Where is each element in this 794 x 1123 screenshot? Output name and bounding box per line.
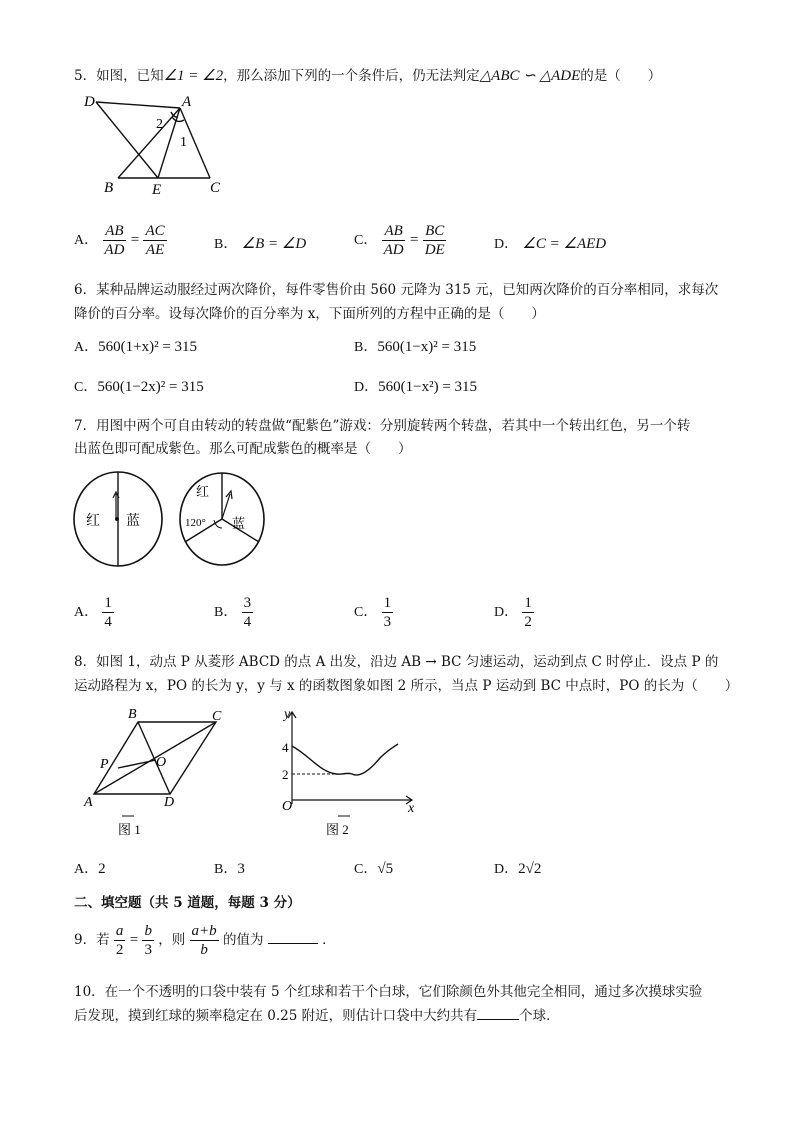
q7-stem-line2: 出蓝色即可配成紫色。那么可配成紫色的概率是（ ） [74, 441, 412, 457]
q7-option-b-label: B． [214, 605, 238, 620]
q7-spinner-1 [70, 468, 170, 572]
q7-spinner-1-center [115, 517, 119, 521]
q5-option-d[interactable] [494, 233, 606, 253]
q5-stem-b: ，那么添加下列的一个条件后，仍无法判定 [223, 68, 480, 84]
q5-option-d-text: ∠C = ∠AED [522, 236, 607, 252]
q8-fig2-caption: 图 2 [326, 822, 349, 837]
q8-stem-line1: 8．如图 1，动点 P 从菱形 ABCD 的点 A 出发，沿边 AB → BC 匀速运动，运动到点 C 时停止．设点 P 的 [74, 654, 719, 670]
q5-option-d-label: D． [494, 237, 519, 252]
q5-option-c-frac1: $\frac{AB}{AD}$ [383, 223, 404, 258]
q8-option-b-label: B． [214, 862, 238, 877]
q7-option-b-frac: $\frac{3}{4}$ [243, 595, 252, 630]
q6-stem-line2: 降价的百分率。设每次降价的百分率为 x，下面所列的方程中正确的是（ ） [74, 306, 545, 322]
q5-label-B: B [104, 180, 114, 196]
q5-stem-a: 5．如图，已知 [74, 68, 164, 84]
q5-label-1: 1 [180, 135, 187, 150]
q5-option-a-frac2: $\frac{AC}{AE}$ [145, 223, 165, 258]
q7-option-c-label: C． [354, 605, 378, 620]
q8-option-a-label: A． [74, 862, 99, 877]
q8-figure-2 [280, 706, 420, 840]
q8-fig1-D: D [164, 795, 175, 810]
q6-option-a[interactable] [74, 336, 197, 356]
q5-line-DA [96, 102, 180, 108]
q5-option-b-text: ∠B = ∠D [241, 236, 307, 252]
q6-option-d-label: D． [354, 380, 379, 395]
q5-option-a-label: A． [74, 233, 99, 248]
q9-mid: ，则 [158, 932, 186, 948]
q9-eq: = [129, 932, 139, 948]
q8-option-d[interactable] [494, 858, 541, 878]
q9-stem [74, 922, 336, 959]
q6-option-a-label: A． [74, 340, 99, 355]
q8-fig2-tick-4: 4 [282, 740, 289, 755]
q7-option-c[interactable] [354, 594, 393, 631]
q9-prefix: 9．若 [74, 932, 110, 948]
q8-fig1-C: C [212, 709, 222, 724]
q5-given: ∠1 = ∠2 [163, 68, 224, 84]
q5-label-A: A [182, 94, 192, 110]
q8-option-a-text: 2 [98, 861, 106, 877]
q8-stem-line2: 运动路程为 x，PO 的长为 y，y 与 x 的函数图象如图 2 所示，当点 P 运动到 BC 中点时，PO 的长为（ ） [74, 678, 739, 694]
q5-label-2: 2 [156, 117, 163, 132]
q7-option-a-label: A． [74, 605, 99, 620]
q6-option-c[interactable] [74, 376, 204, 396]
q7-spinner-2 [176, 468, 270, 572]
q6-option-c-label: C． [74, 380, 98, 395]
q8-fig1-A: A [84, 795, 93, 810]
q5-stem [74, 64, 661, 85]
q10-stem-line1: 10．在一个不透明的口袋中装有 5 个红球和若干个白球，它们除颜色外其他完全相同，通过多次摸球实验 [74, 984, 703, 1000]
q10-stem-line2 [74, 1004, 560, 1024]
q5-stem-c: 的是（ ） [580, 68, 662, 84]
q8-fig2-y: y [284, 707, 291, 722]
q10-line2a: 后发现，摸到红球的频率稳定在 0.25 附近，则估计口袋中大约共有 [74, 1008, 478, 1024]
q5-option-c-eq: = [409, 232, 419, 248]
q9-frac-b: $\frac{b}{3}$ [144, 923, 152, 958]
q8-option-a[interactable] [74, 858, 106, 878]
q5-triangles: △ABC ∽ △ADE [479, 68, 581, 84]
q8-option-c-text: √5 [377, 861, 394, 877]
q9-suffix: 的值为 [222, 932, 264, 948]
q8-fig2-curve [292, 744, 398, 775]
q6-option-d[interactable] [354, 376, 477, 396]
q8-option-c[interactable] [354, 858, 393, 878]
q7-option-d[interactable] [494, 594, 534, 631]
q6-stem-line1: 6．某种品牌运动服经过两次降价，每件零售价由 560 元降为 315 元，已知两次降价的百分率相同，求每次 [74, 282, 719, 298]
q8-option-b-text: 3 [237, 861, 245, 877]
q8-diagonal-AC [94, 722, 216, 794]
q6-option-c-text: 560(1−2x)² = 315 [97, 379, 204, 395]
q7-spinner-1-blue: 蓝 [126, 514, 140, 529]
q7-option-b[interactable] [214, 594, 253, 631]
q5-line-DE [96, 102, 158, 178]
section2-title: 二、填空题（共 5 道题，每题 3 分） [74, 895, 301, 911]
q10-line2b: 个球． [519, 1008, 560, 1024]
q5-label-E: E [152, 182, 162, 198]
q8-option-b[interactable] [214, 858, 245, 878]
q7-option-a-frac: $\frac{1}{4}$ [104, 595, 112, 630]
q8-figure-1 [82, 706, 232, 840]
q7-spinner-2-blue: 蓝 [232, 516, 246, 531]
q5-option-a-eq: = [130, 232, 140, 248]
q7-option-d-label: D． [494, 605, 519, 620]
q7-spinner-1-red: 红 [86, 514, 100, 529]
q5-option-b[interactable] [214, 233, 306, 253]
q6-option-a-text: 560(1+x)² = 315 [98, 339, 198, 355]
q8-fig1-O: O [156, 755, 167, 770]
q6-option-b-text: 560(1−x)² = 315 [377, 339, 477, 355]
q5-figure [80, 90, 230, 202]
q8-fig2-x: x [408, 801, 415, 816]
q6-option-d-text: 560(1−x²) = 315 [378, 379, 478, 395]
q7-stem-line1: 7．用图中两个可自由转动的转盘做“配紫色”游戏：分别旋转两个转盘，若其中一个转出红色，另一个转 [74, 418, 691, 434]
q9-frac-a: $\frac{a}{2}$ [115, 923, 124, 958]
q7-option-d-frac: $\frac{1}{2}$ [524, 595, 532, 630]
q9-answer-blank[interactable] [268, 929, 318, 944]
q5-option-c-frac2: $\frac{BC}{DE}$ [424, 223, 445, 258]
q7-spinner-2-red: 红 [196, 484, 210, 499]
q5-option-a[interactable] [74, 222, 167, 259]
q8-fig1-B: B [128, 707, 137, 722]
q10-answer-blank[interactable] [477, 1005, 519, 1020]
q7-spinner-2-angle: 120° [185, 517, 206, 529]
q8-option-c-label: C． [354, 862, 378, 877]
q5-option-c-label: C． [354, 233, 378, 248]
q9-frac-c: $\frac{a+b}{b}$ [191, 923, 217, 958]
q8-option-d-label: D． [494, 862, 519, 877]
q8-fig2-O: O [282, 799, 293, 814]
q5-option-a-frac1: $\frac{AB}{AD}$ [104, 223, 125, 258]
q8-option-d-text: 2√2 [518, 861, 542, 877]
q6-option-b-label: B． [354, 340, 378, 355]
q8-fig2-tick-2: 2 [282, 767, 289, 782]
q7-option-a[interactable] [74, 594, 114, 631]
q8-segment-PO [118, 760, 156, 768]
q5-label-C: C [210, 180, 221, 196]
q7-option-c-frac: $\frac{1}{3}$ [383, 595, 392, 630]
q9-end: ． [322, 932, 336, 948]
q7-spinner-2-pointer [222, 494, 230, 519]
q5-label-D: D [84, 94, 95, 110]
q8-fig1-caption: 图 1 [118, 822, 141, 837]
q5-option-c[interactable] [354, 222, 447, 259]
q5-option-b-label: B． [214, 237, 238, 252]
q8-fig1-P: P [100, 757, 109, 772]
q6-option-b[interactable] [354, 336, 476, 356]
